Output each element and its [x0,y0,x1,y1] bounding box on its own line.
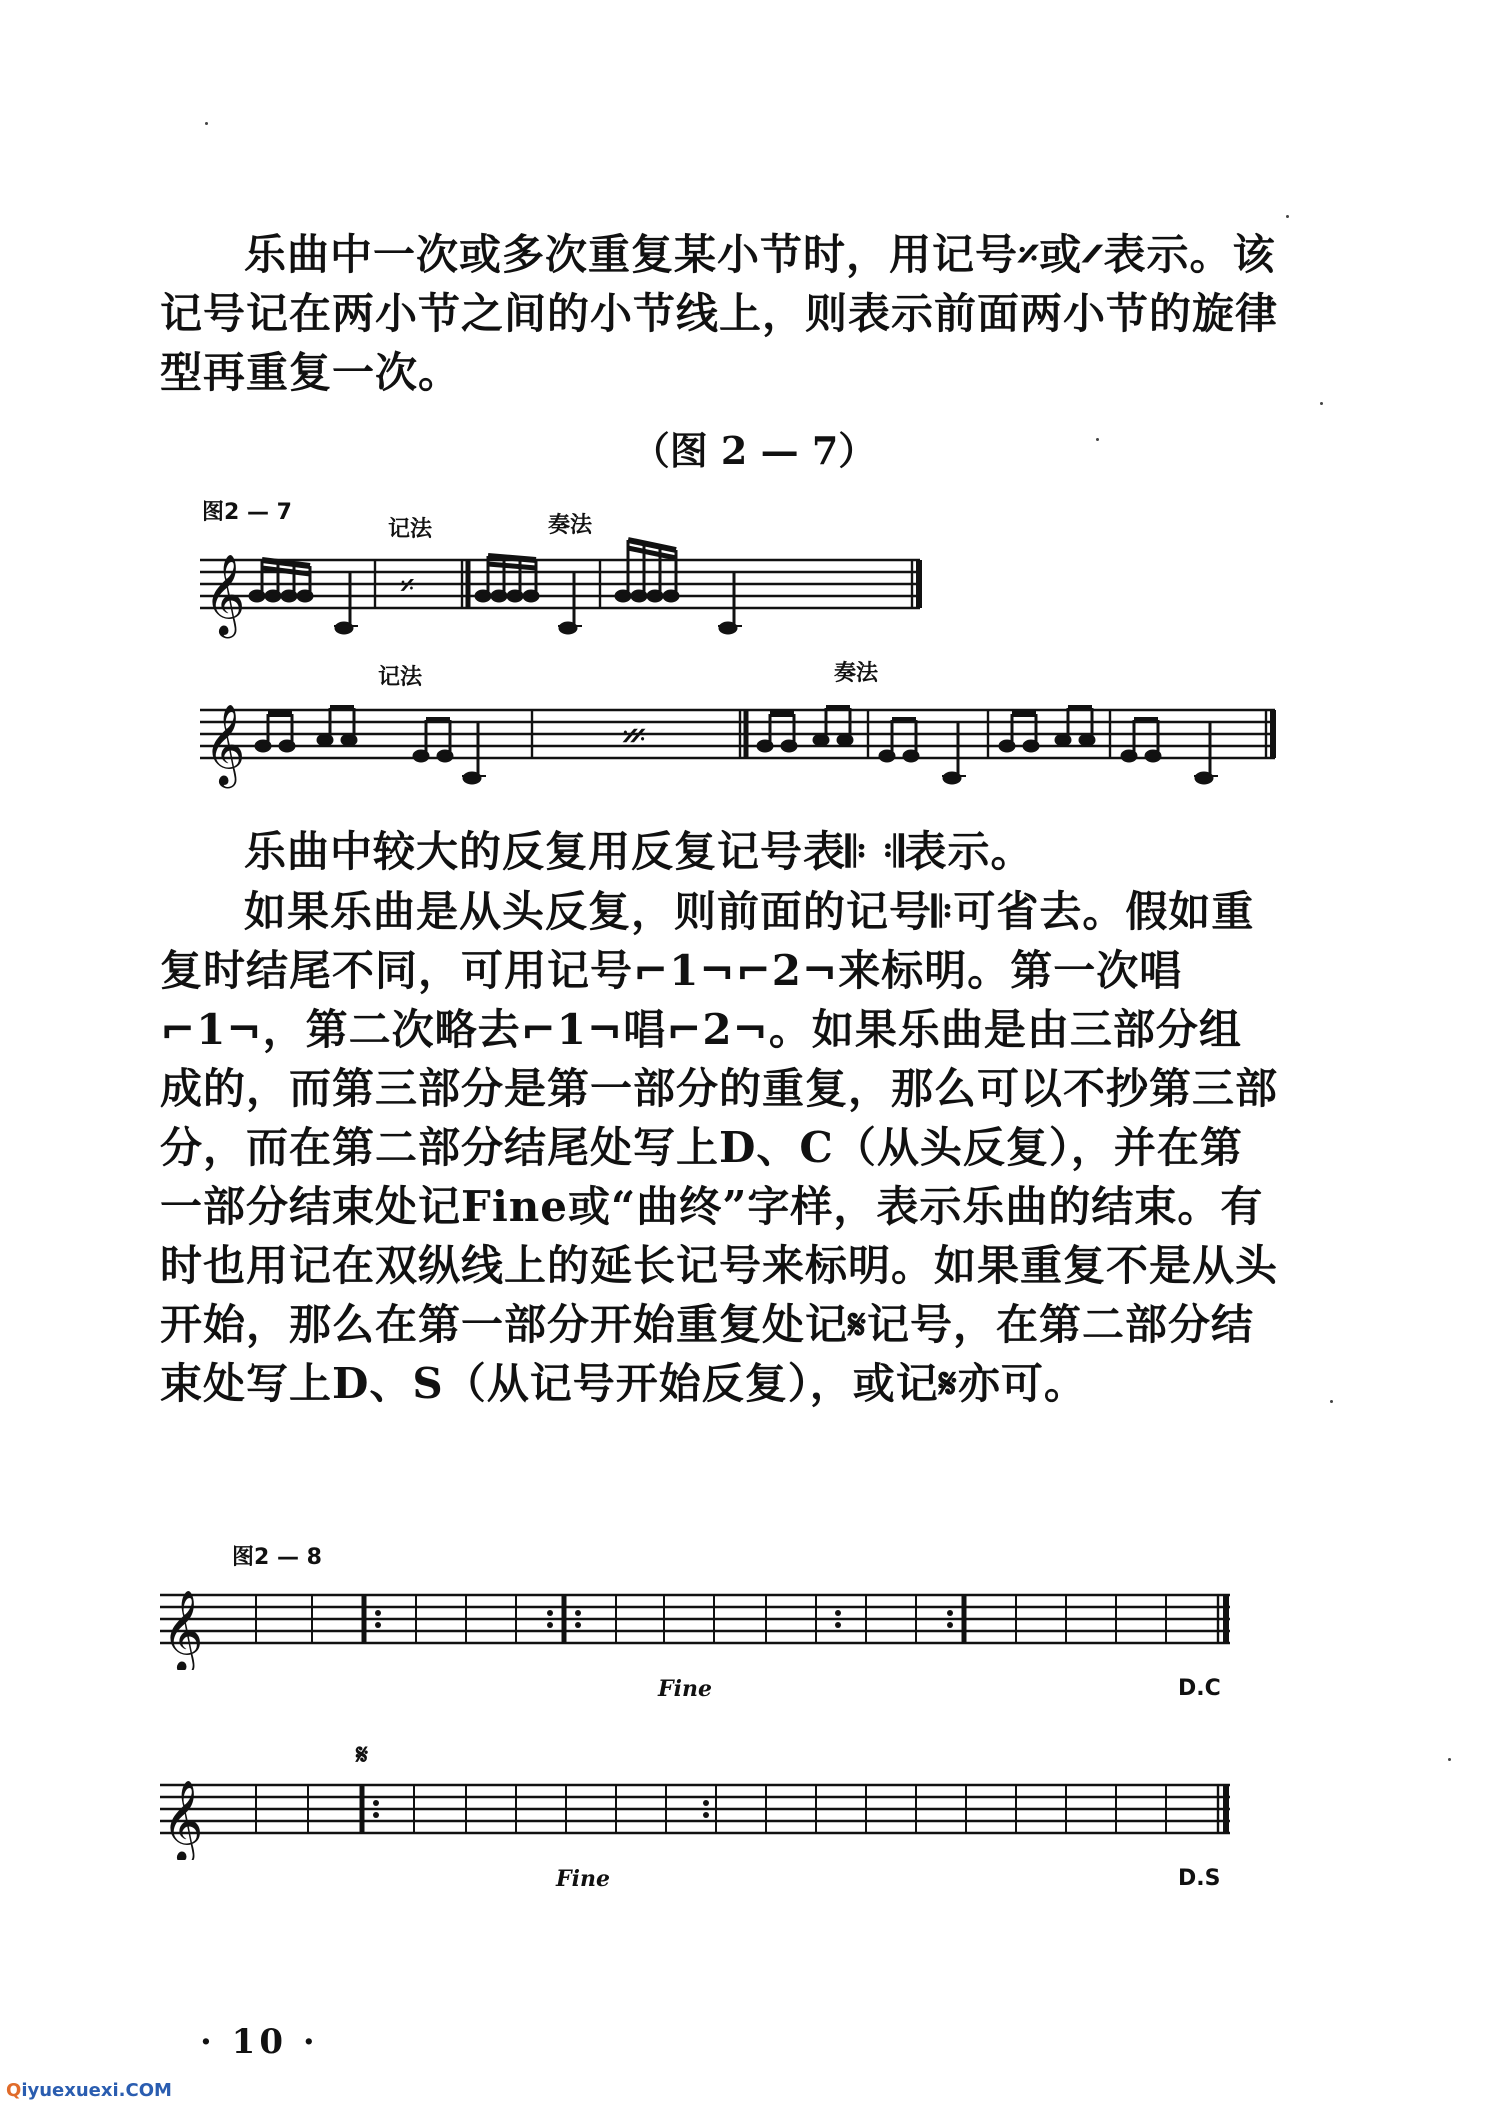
watermark [6,2080,172,2101]
fig28-row2-ds: D.S [1178,1866,1221,1891]
fig27-row1-performance-label: 奏法 [548,513,593,538]
paragraph-large-repeat: 乐曲中较大的反复用反复记号表𝄆 𝄇表示。 [244,827,1034,876]
fig27-row2-notation-label: 记法 [378,665,423,690]
fig27-row1-notation-label: 记法 [388,517,433,542]
paragraph-repeat-details: 如果乐曲是从头反复，则前面的记号𝄆可省去。假如重复时结尾不同，可用记号⌐1¬⌐2¬来标明。第一次唱⌐1¬，第二次略去⌐1¬唱⌐2¬。如果乐曲是由三部分组成的，而第三部分是第一部分的重复，那么可以不抄第三部分，而在第二部分结尾处写上D、C（从头反复），并在第一部分结束处记Fine或“曲终”字样，表示乐曲的结束。有时也用记在双纵线上的延长记号来标明。如果重复不是从头开始，那么在第一部分开始重复处记𝄋记号，在第二部分结束处写上D、S（从记号开始反复），或记𝄋亦可。 [160,887,1279,1408]
treble-clef-icon: 𝄞 [204,553,246,635]
fig27-staff-row2 [200,680,1285,790]
segno-icon: 𝄋 [356,1738,369,1771]
fig28-row1-dc: D.C [1178,1676,1221,1701]
treble-clef-icon: 𝄞 [162,1779,204,1860]
scan-speck [1448,1758,1451,1761]
fig27-staff-row1 [200,530,940,640]
measure-repeat-icon: 𝄎 [400,569,415,604]
figure-2-7-label: 图2 — 7 [202,500,292,525]
figure-2-7-caption: （图 2 — 7） [631,428,877,473]
paragraph-repeat-measure: 乐曲中一次或多次重复某小节时，用记号𝄎或𝄍表示。该记号记在两小节之间的小节线上，则表示前面两小节的旋律型再重复一次。 [160,230,1279,397]
scan-speck [1330,1400,1333,1403]
two-measure-repeat-icon: 𝄏 [622,717,647,757]
fig28-staff-row2 [160,1770,1240,1860]
watermark-text: iyuexuexi.COM [21,2080,172,2101]
treble-clef-icon: 𝄞 [204,703,246,785]
fig27-row2-performance-label: 奏法 [834,661,879,686]
scan-speck [205,122,208,125]
scan-speck [1320,402,1323,405]
fig28-staff-row1 [160,1580,1240,1670]
fig28-row1-fine: Fine [658,1676,712,1702]
scan-speck [1286,215,1289,218]
fig28-row2-fine: Fine [556,1866,610,1892]
figure-2-8-label: 图2 — 8 [232,1545,322,1570]
scan-speck [1096,438,1099,441]
watermark-q: Q [6,2080,22,2101]
page-number: · 10 · [200,2022,319,2062]
treble-clef-icon: 𝄞 [162,1589,204,1670]
